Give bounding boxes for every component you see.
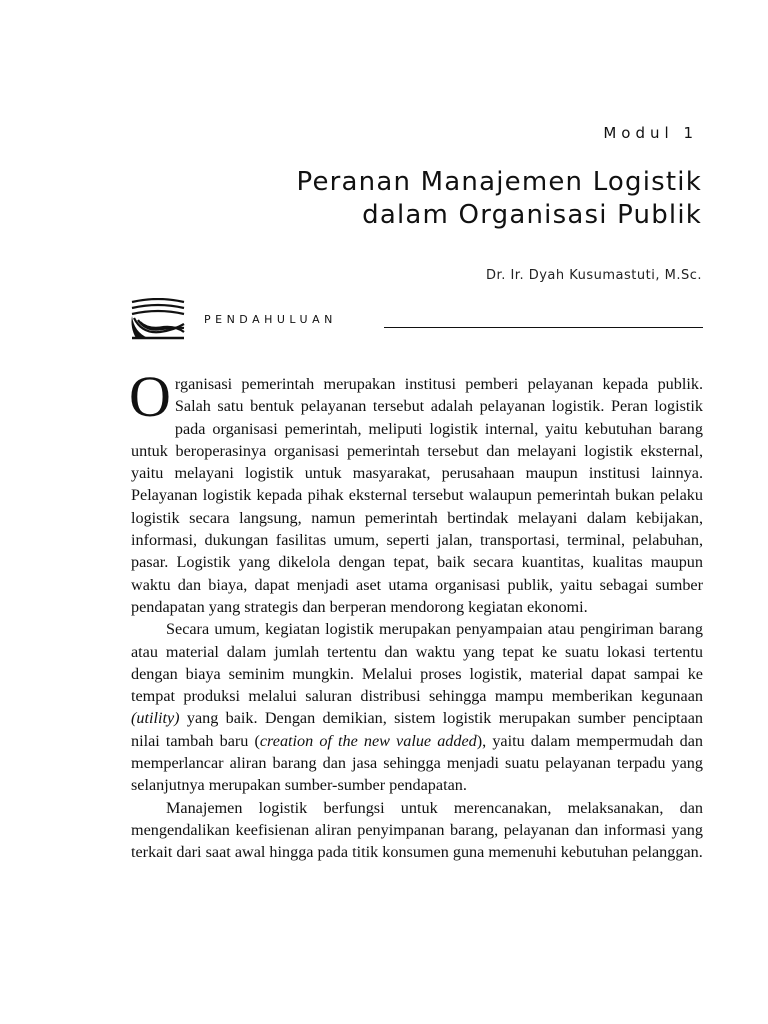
- utility-term: (utility): [131, 709, 180, 728]
- module-label: Modul 1: [603, 124, 698, 142]
- title-line-1: Peranan Manajemen Logistik: [296, 167, 702, 197]
- paragraph-3-text: Manajemen logistik berfungsi untuk merencanakan, melaksanakan, dan mengendalikan keefisienan aliran penyimpanan barang, pelayanan dan informasi yang terkait dari saat awal hingga pada titik konsumen guna memenuhi kebutuhan pelanggan.: [131, 798, 703, 862]
- page-title: [297, 166, 702, 232]
- title-line-2: dalam Organisasi Publik: [362, 200, 702, 230]
- author-name: Dr. Ir. Dyah Kusumastuti, M.Sc.: [486, 268, 702, 283]
- book-pages-icon: [130, 298, 186, 340]
- paragraph-1: [129, 364, 703, 618]
- drop-cap: O: [129, 364, 171, 429]
- paragraph-2: [131, 618, 703, 796]
- value-added-term: creation of the new value added: [259, 731, 477, 750]
- section-rule: [384, 327, 703, 328]
- paragraph-2-text-b: yang baik. Dengan demikian, sistem logistik merupakan sumber penciptaan nilai tambah baru (: [131, 709, 703, 750]
- section-label: PENDAHULUAN: [204, 313, 337, 326]
- paragraph-3: [131, 797, 703, 864]
- paragraph-1-text: rganisasi pemerintah merupakan institusi pemberi pelayanan kepada publik. Salah satu bentuk pelayanan tersebut adalah pelayanan logistik. Peran logistik pada organisasi pemerintah, meliputi logistik internal, yaitu kebutuhan barang untuk beroperasinya organisasi pemerintah tersebut dan melayani logistik eksternal, yaitu melayani logistik untuk masyarakat, perusahaan maupun institusi lainnya. Pelayanan logistik kepada pihak eksternal tersebut walaupun pemerintah bukan pelaku logistik secara langsung, namun pemerintah bertindak melayani dalam kebijakan, informasi, dukungan fasilitas umum, seperti jalan, transportasi, terminal, pelabuhan, pasar. Logistik yang dikelola dengan tepat, baik secara kuantitas, kualitas maupun waktu dan biaya, dapat menjadi aset utama organisasi publik, yaitu sebagai sumber pendapatan yang strategis dan berperan mendorong kegiatan ekonomi.: [131, 375, 703, 616]
- paragraph-2-text-c: ), yaitu dalam mempermudah dan memperlancar aliran barang dan jasa sehingga menjadi suatu pelayanan terpadu yang selanjutnya merupakan sumber-sumber pendapatan.: [131, 731, 703, 795]
- body-text: [129, 364, 703, 864]
- paragraph-2-text-a: Secara umum, kegiatan logistik merupakan penyampaian atau pengiriman barang atau material dalam jumlah tertentu dan waktu yang tepat ke suatu lokasi tertentu dengan biaya seminim mungkin. Melalui proses logistik, material dapat sampai ke tempat produksi melalui saluran distribusi sehingga mampu memberikan kegunaan: [131, 620, 703, 706]
